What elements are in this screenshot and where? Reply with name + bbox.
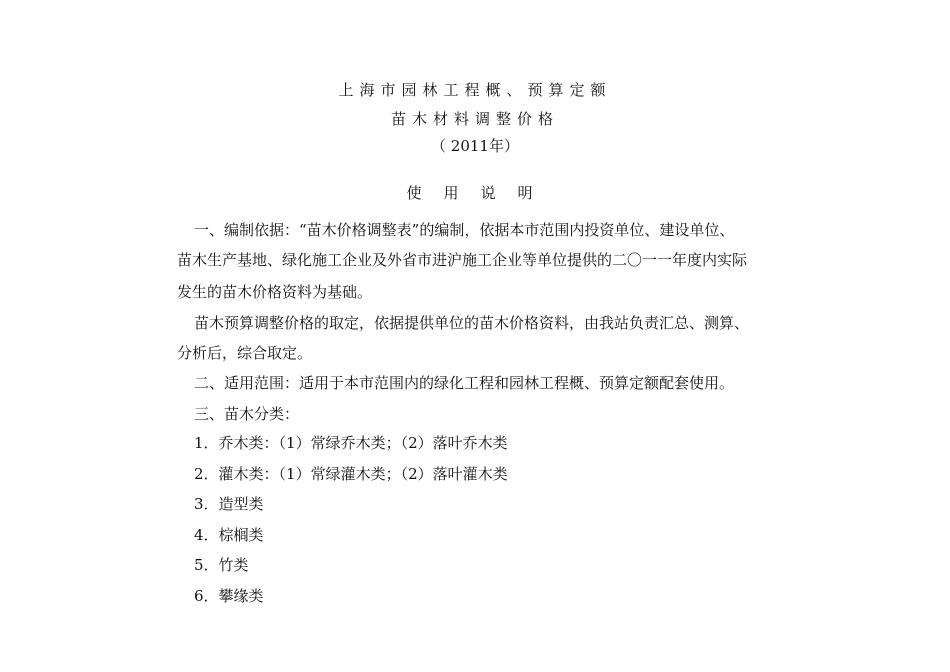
- paragraph-basis-line-3: 发生的苗木价格资料为基础。: [177, 283, 373, 301]
- document-title: 上海市园林工程概、预算定额: [338, 81, 612, 99]
- classification-heading: 三、苗木分类：: [194, 405, 300, 423]
- list-item: 6．攀缘类: [194, 587, 264, 605]
- document-subtitle: 苗木材料调整价格: [390, 110, 559, 128]
- paragraph-pricing-line-1: 苗木预算调整价格的取定，依据提供单位的苗木价格资料，由我站负责汇总、测算、: [194, 314, 750, 332]
- paragraph-basis-line-2: 苗木生产基地、绿化施工企业及外省市进沪施工企业等单位提供的二〇一一年度内实际: [177, 251, 748, 269]
- list-item: 3．造型类: [194, 495, 264, 513]
- section-heading: 使用说明: [406, 184, 555, 202]
- list-item: 5．竹类: [194, 556, 249, 574]
- paragraph-basis-line-1: 一、编制依据：“苗木价格调整表”的编制，依据本市范围内投资单位、建设单位、: [194, 221, 735, 239]
- list-item: 1．乔木类：（1）常绿乔木类；（2）落叶乔木类: [194, 434, 508, 452]
- document-year: （ 2011年）: [431, 137, 519, 155]
- list-item: 2．灌木类：（1）常绿灌木类；（2）落叶灌木类: [194, 465, 508, 483]
- paragraph-pricing-line-2: 分析后，综合取定。: [177, 344, 313, 362]
- paragraph-scope: 二、适用范围：适用于本市范围内的绿化工程和园林工程概、预算定额配套使用。: [194, 374, 735, 392]
- list-item: 4．棕榈类: [194, 526, 264, 544]
